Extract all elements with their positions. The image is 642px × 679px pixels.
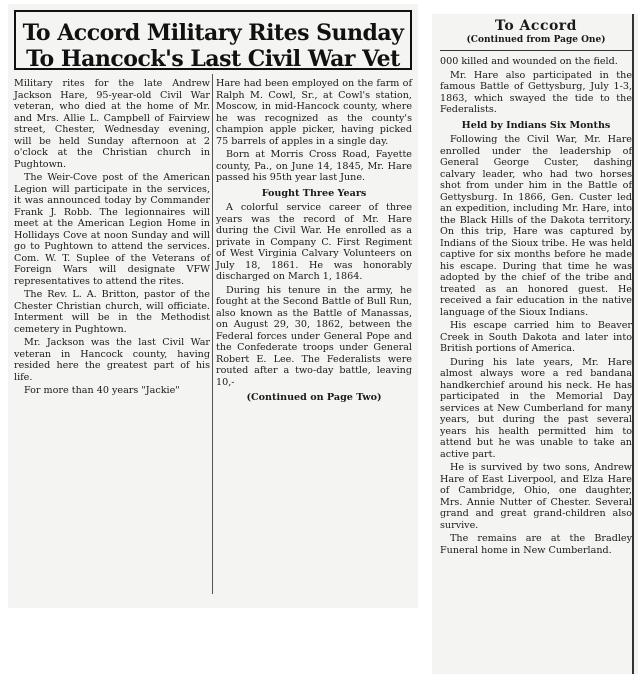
column-divider xyxy=(212,74,213,594)
paragraph: During his late years, Mr. Hare almost always wore a red bandana handkerchief around his neck. He has participated in the Memorial Day services at New Cumberland for many years, but during the past several years his health permitted him to attend but he was unable to take an active part. xyxy=(440,356,632,460)
paragraph: The Weir-Cove post of the American Legion will participate in the services, it was announced today by Commander Frank J. Robb. The legionnaires will meet at the American Legion Home in Hollidays Cove at noon Sunday and will go to Pughtown to attend the services. Com. W. T. Suplee of the Veterans of Foreign Wars will designate VFW representatives to attend the rites. xyxy=(14,172,210,287)
paragraph: He is survived by two sons, Andrew Hare of East Liverpool, and Elza Hare of Cambridge, Ohio, one daughter, Mrs. Annie Nutter of Chester. Several grand and great grand-children also survive. xyxy=(440,462,632,531)
continuation-subtitle: (Continued from Page One) xyxy=(466,35,606,45)
headline-box xyxy=(14,10,412,70)
subheading-held-by-indians: Held by Indians Six Months xyxy=(461,119,611,131)
continuation-column xyxy=(440,56,632,558)
article-column-1 xyxy=(14,78,210,399)
paragraph: The remains are at the Bradley Funeral home in New Cumberland. xyxy=(440,533,632,556)
paragraph: His escape carried him to Beaver Creek in South Dakota and later into British portions of America. xyxy=(440,320,632,354)
paragraph: During his tenure in the army, he fought at the Second Battle of Bull Run, also known as the Battle of Manassas, on August 29, 30, 1862, between the Federal forces under General Pope and the Confederate troops under General Robert E. Lee. The Federalists were routed after a two-day battle, leaving 10,- xyxy=(216,284,412,388)
paragraph: Mr. Jackson was the last Civil War veteran in Hancock county, having resided here the greatest part of his life. xyxy=(14,337,210,383)
paragraph: 000 killed and wounded on the field. xyxy=(440,56,618,67)
paragraph: Following the Civil War, Mr. Hare enrolled under the leadership of General George Custer, dashing calvary leader, who had two horses shot from under him in the Battle of Gettysburg. In 1866, Gen. Custer led an expedition, including Mr. Hare, into the Black Hills of the Dakota territory. On this trip, Hare was captured by Indians of the Sioux tribe. He was held captive for six months before he made his escape. During that time he was adopted by the chief of the tribe and treated as an honored guest. He received a fair education in the native language of the Sioux Indians. xyxy=(440,134,632,318)
paragraph: A colorful service career of three years was the record of Mr. Hare during the Civil War. He enrolled as a private in Company C. First Regiment of West Virginia Calvary Volunteers on July 18, 1861. He was honorably discharged on March 1, 1864. xyxy=(216,202,412,282)
paragraph: Military rites for the late Andrew Jackson Hare, 95-year-old Civil War veteran, who died at the home of Mr. and Mrs. Allie L. Campbell of Fairview street, Chester, Wednesday evening, will be held Sunday afternoon at 2 o'clock at the Christian church in Pughtown. xyxy=(14,78,210,170)
paragraph: Born at Morris Cross Road, Fayette county, Pa., on June 14, 1845, Mr. Hare passed his 95th year last June. xyxy=(216,149,412,183)
header-rule xyxy=(440,50,632,51)
paragraph: Mr. Hare also participated in the famous Battle of Gettysburg, July 1-3, 1863, which swayed the tide to the Federalists. xyxy=(440,69,632,115)
paragraph: The Rev. L. A. Britton, pastor of the Chester Christian church, will officiate. Interment will be in the Methodist cemetery in Pughtown. xyxy=(14,289,210,335)
continuation-header xyxy=(440,18,632,46)
paragraph: For more than 40 years "Jackie" xyxy=(24,385,180,396)
headline-line-1: To Accord Military Rites Sunday xyxy=(22,20,404,46)
paragraph: Hare had been employed on the farm of Ralph M. Cowl, Sr., at Cowl's station, Moscow, in mid-Hancock county, where he was recognized as the county's champion apple picker, having picked 75 barrels of apples in a single day. xyxy=(216,78,412,147)
clipping-edge-rule xyxy=(632,14,634,674)
continuation-title: To Accord xyxy=(495,18,577,34)
article-column-2 xyxy=(216,78,412,404)
headline-line-2: To Hancock's Last Civil War Vet xyxy=(26,46,400,72)
continuation-clipping xyxy=(432,14,638,674)
subheading-fought-three-years: Fought Three Years xyxy=(261,187,367,199)
main-article-clipping xyxy=(8,4,418,608)
continued-on-label: (Continued on Page Two) xyxy=(246,392,382,403)
